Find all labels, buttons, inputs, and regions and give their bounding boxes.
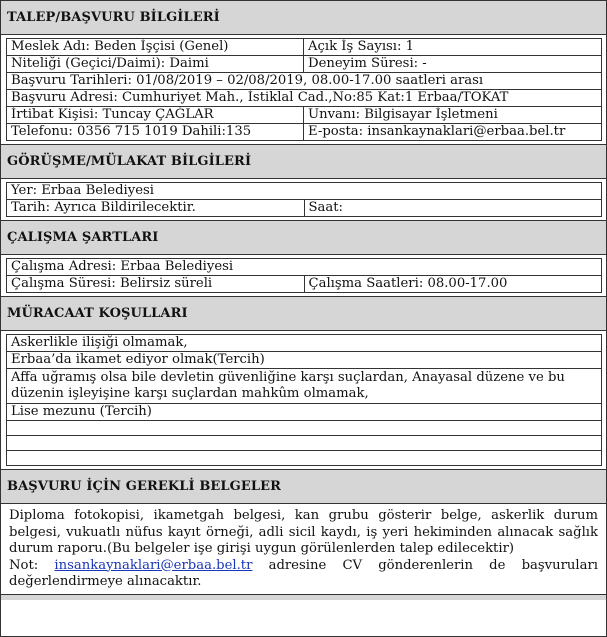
- gorusme-saat: Saat:: [304, 200, 602, 217]
- note-suffix: adresine CV gönderenlerin de başvuruları değerlendirmeye alınacaktır.: [9, 557, 598, 589]
- kosul-item: Askerlikle ilişiği olmamak,: [7, 335, 602, 352]
- footer-band: [1, 595, 606, 600]
- gorusme-yer: Yer: Erbaa Belediyesi: [7, 183, 602, 200]
- belgeler-list: Diploma fotokopisi, ikametgah belgesi, kan grubu gösterir belge, askerlik durum belgesi, vukuatlı nüfus kayıt örneği, adli sicil kaydı, iş yeri hekiminden alınacak sağlık durum raporu.(Bu belgeler işe girişi uygun görülenlerden talep edilecektir): [9, 508, 598, 556]
- belgeler-text: [1, 504, 606, 595]
- section-title-talep: TALEP/BAŞVURU BİLGİLERİ: [1, 1, 606, 35]
- muracaat-table: [6, 334, 602, 466]
- deneyim-suresi: Deneyim Süresi: -: [304, 56, 602, 73]
- section-title-belgeler: BAŞVURU İÇİN GEREKLİ BELGELER: [1, 469, 606, 504]
- acik-is-sayisi: Açık İş Sayısı: 1: [304, 39, 602, 56]
- gorusme-table: [6, 182, 602, 217]
- kosul-empty-row: [7, 436, 602, 451]
- telefonu: Telefonu: 0356 715 1019 Dahili:135: [7, 124, 304, 141]
- irtibat-kisisi: İrtibat Kişisi: Tuncay ÇAĞLAR: [7, 107, 304, 124]
- niteligi: Niteliği (Geçici/Daimi): Daimi: [7, 56, 304, 73]
- calisma-suresi: Çalışma Süresi: Belirsiz süreli: [7, 276, 305, 293]
- basvuru-adresi: Başvuru Adresi: Cumhuriyet Mah., İstiklal Cad.,No:85 Kat:1 Erbaa/TOKAT: [7, 90, 602, 107]
- kosul-item: Lise mezunu (Tercih): [7, 404, 602, 421]
- unvani: Unvanı: Bilgisayar İşletmeni: [304, 107, 602, 124]
- kosul-empty-row: [7, 451, 602, 466]
- e-posta: E-posta: insankaynaklari@erbaa.bel.tr: [304, 124, 602, 141]
- section-title-gorusme: GÖRÜŞME/MÜLAKAT BİLGİLERİ: [1, 144, 606, 179]
- kosul-item: Affa uğramış olsa bile devletin güvenliğine karşı suçlardan, Anayasal düzene ve bu düzenin işleyişine karşı suçlardan mahkûm olmamak,: [7, 369, 602, 404]
- calisma-table: [6, 258, 602, 293]
- talep-table: [6, 38, 602, 141]
- email-link[interactable]: insankaynaklari@erbaa.bel.tr: [54, 557, 253, 573]
- section-title-muracaat: MÜRACAAT KOŞULLARI: [1, 296, 606, 331]
- calisma-adresi: Çalışma Adresi: Erbaa Belediyesi: [7, 259, 602, 276]
- gorusme-tarih: Tarih: Ayrıca Bildirilecektir.: [7, 200, 305, 217]
- note-prefix: Not:: [9, 557, 55, 573]
- meslek-adi: Meslek Adı: Beden İşçisi (Genel): [7, 39, 304, 56]
- kosul-empty-row: [7, 421, 602, 436]
- calisma-saatleri: Çalışma Saatleri: 08.00-17.00: [304, 276, 602, 293]
- basvuru-tarihleri: Başvuru Tarihleri: 01/08/2019 – 02/08/2019, 08.00-17.00 saatleri arası: [7, 73, 602, 90]
- kosul-item: Erbaa’da ikamet ediyor olmak(Tercih): [7, 352, 602, 369]
- section-title-calisma: ÇALIŞMA ŞARTLARI: [1, 220, 606, 255]
